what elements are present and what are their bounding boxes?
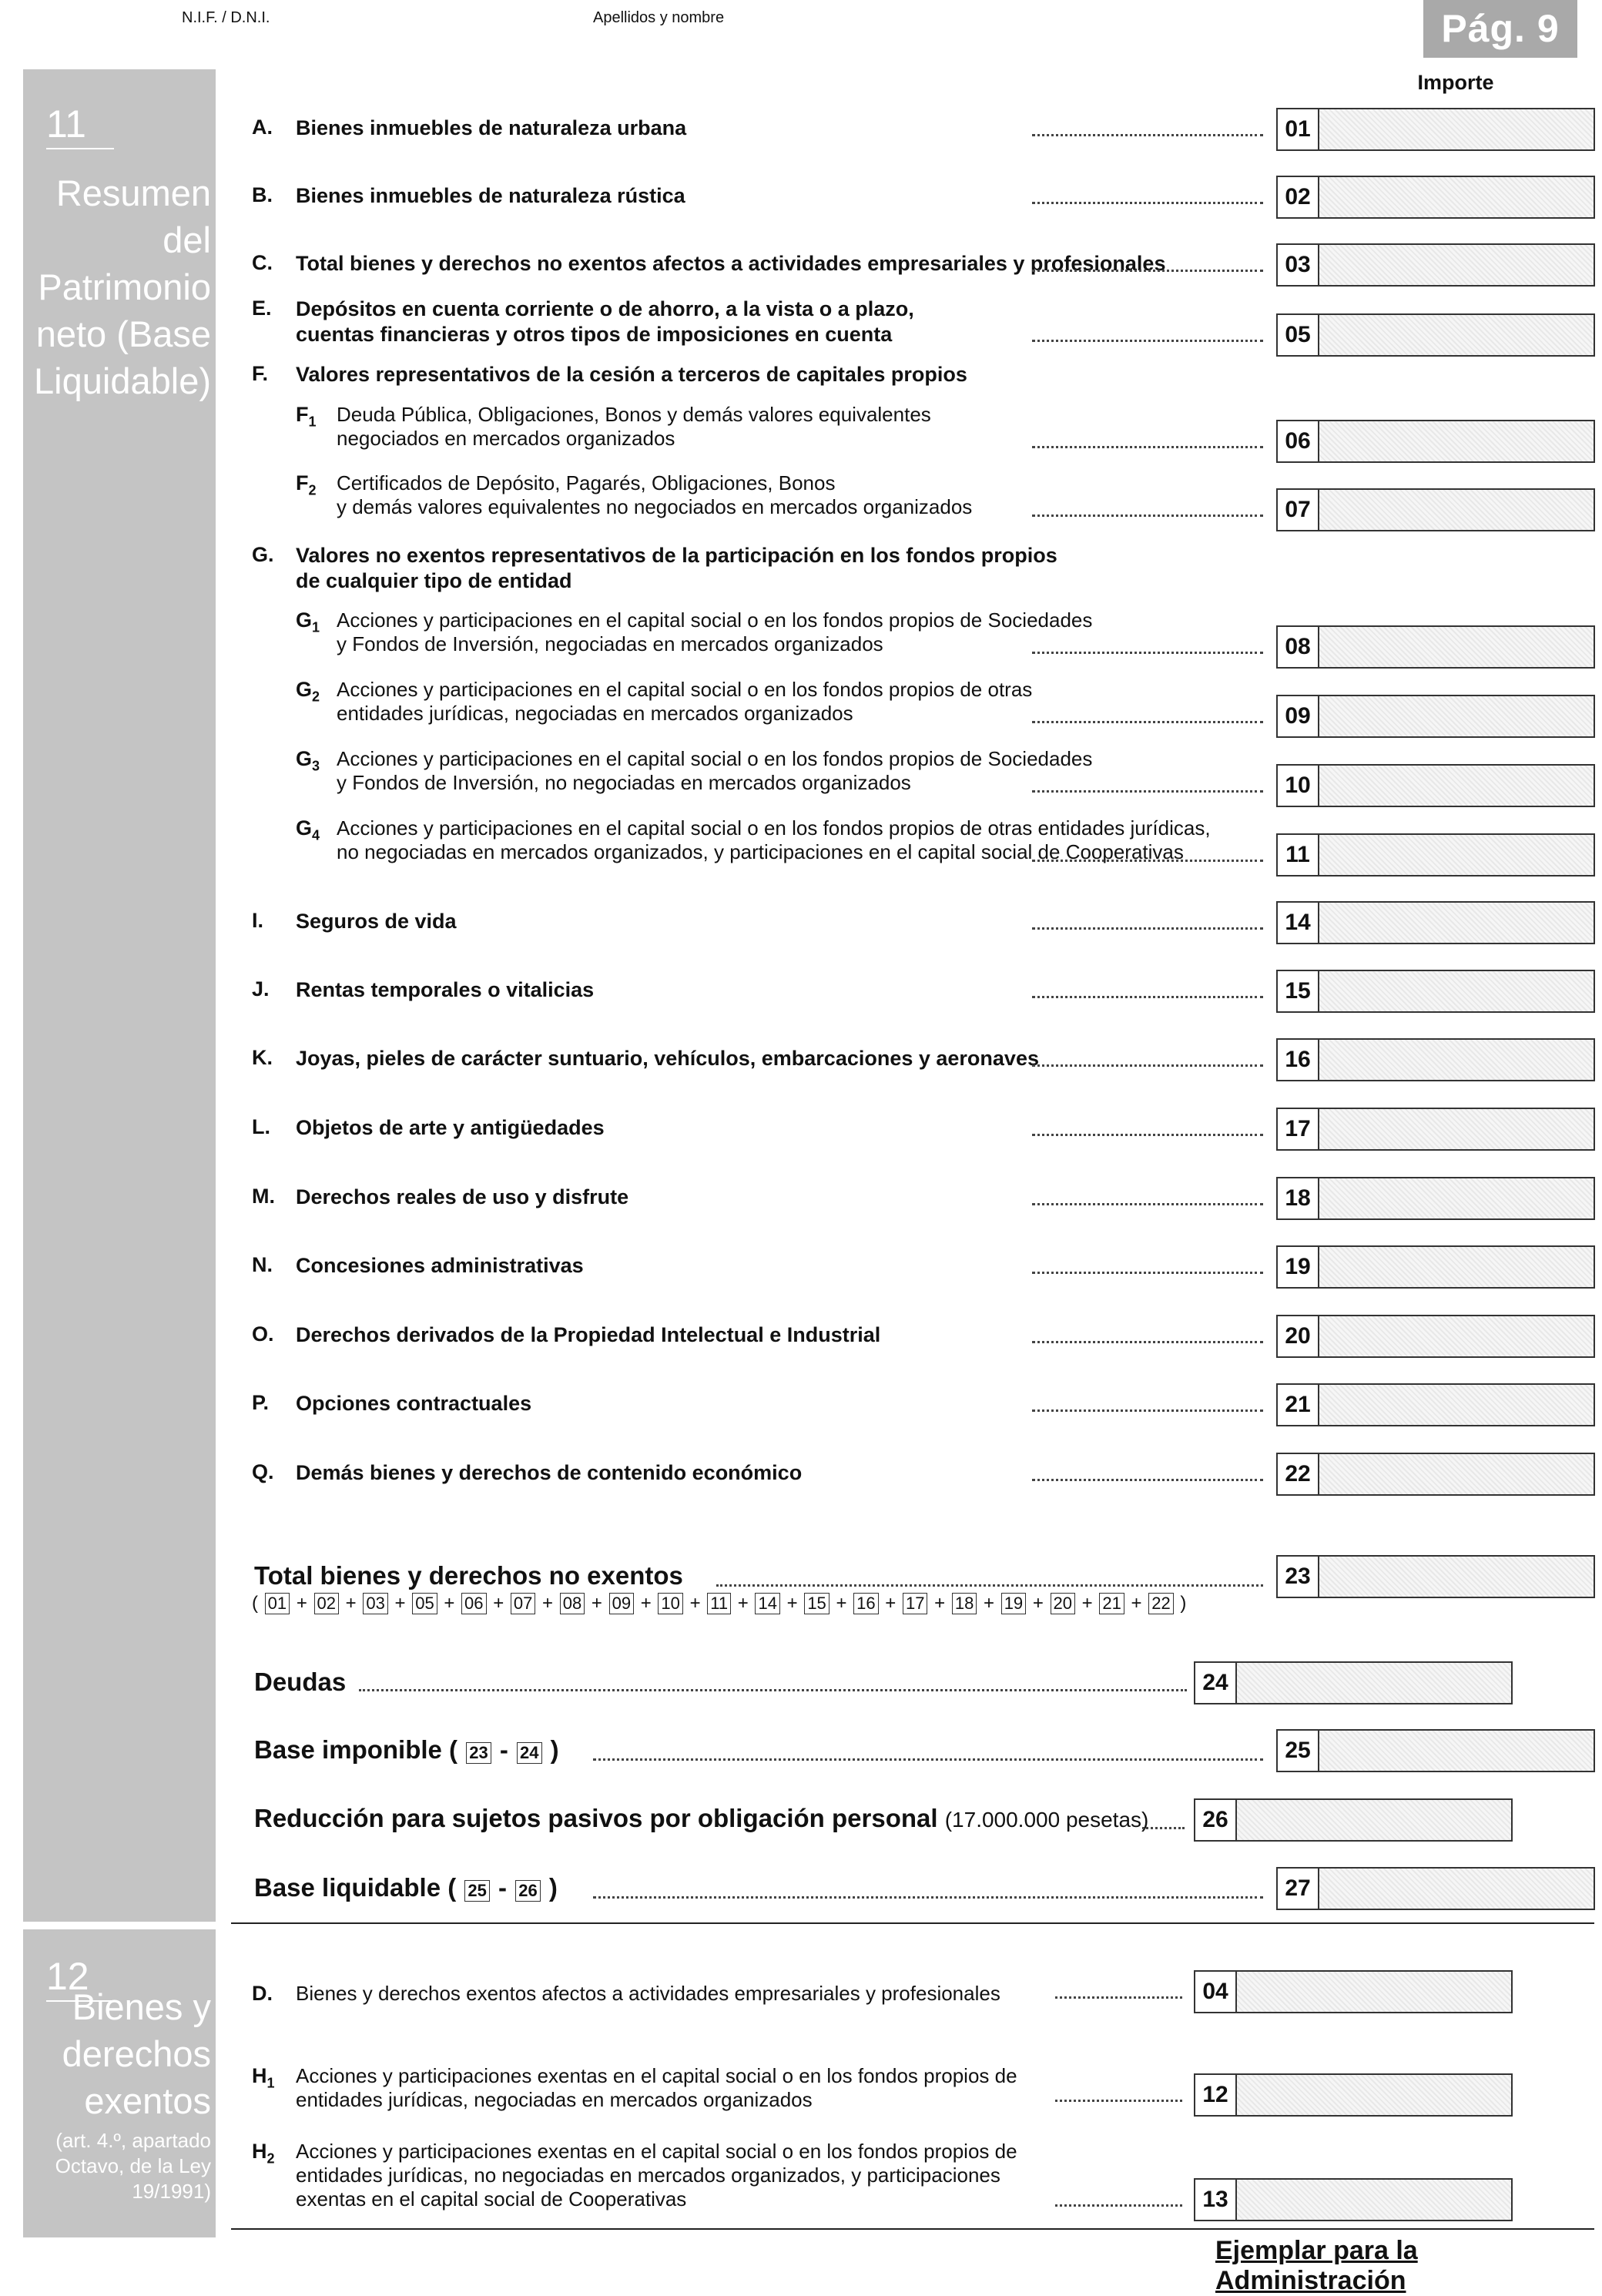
field-03[interactable] — [1276, 243, 1595, 287]
row-label: Bienes inmuebles de naturaleza rústica — [296, 184, 685, 207]
code-05: 05 — [1278, 315, 1319, 355]
leader-dots — [593, 1758, 1263, 1761]
field-20[interactable] — [1276, 1315, 1595, 1358]
footer-copy-label: Ejemplar para la Administración — [1215, 2236, 1418, 2295]
sub-letter: H — [252, 2140, 267, 2163]
formula-code: 05 — [412, 1593, 437, 1614]
leader-dots — [1032, 134, 1263, 136]
leader-dots — [1055, 2204, 1182, 2207]
total-label: Total bienes y derechos no exentos — [254, 1561, 683, 1590]
amount-input[interactable] — [1319, 109, 1594, 149]
row-sub-letter — [296, 816, 320, 843]
leader-dots — [1032, 996, 1263, 998]
code-01: 01 — [1278, 109, 1319, 149]
formula-code: 11 — [707, 1593, 731, 1614]
row-label: Acciones y participaciones en el capital social o en los fondos propios de Sociedades y Fondos de Inversión, no negociadas en mercados organizados — [337, 747, 1093, 794]
code-15: 15 — [1278, 971, 1319, 1011]
amount-input[interactable] — [1319, 490, 1594, 530]
section-12-title: Bienes y derechos exentos — [62, 1986, 211, 2121]
sub-index: 2 — [312, 689, 320, 705]
formula-code: 02 — [314, 1593, 339, 1614]
row-letter: K. — [252, 1046, 273, 1069]
op-25: 25 — [464, 1880, 489, 1902]
row-label: Depósitos en cuenta corriente o de ahorro, a la vista o a plazo, cuentas financieras y otros tipos de imposiciones en cuenta — [296, 297, 914, 346]
row-letter: L. — [252, 1115, 270, 1138]
leader-dots — [1032, 1064, 1263, 1067]
amount-input[interactable] — [1319, 1557, 1594, 1597]
code-27: 27 — [1278, 1869, 1319, 1909]
base-liquidable-label: Base liquidable — [254, 1873, 441, 1902]
amount-input[interactable] — [1319, 245, 1594, 285]
leader-dots — [1032, 860, 1263, 862]
deudas-label: Deudas — [254, 1668, 347, 1696]
row-label: Objetos de arte y antigüedades — [296, 1116, 605, 1139]
total-formula: ( 01 + 02 + 03 + 05 + 06 + 07 + 08 + 09 + 10 + 11 + 14 + 15 + 16 + 17 + 18 + 19 + 20 + 21 + 22 ) — [252, 1593, 1187, 1614]
row-label: Certificados de Depósito, Pagarés, Obligaciones, Bonos y demás valores equivalentes no negociados en mercados organizados — [337, 471, 973, 518]
field-13[interactable] — [1194, 2178, 1513, 2221]
amount-input[interactable] — [1319, 696, 1594, 736]
sub-index: 4 — [312, 827, 320, 843]
sub-index: 1 — [312, 619, 320, 635]
leader-dots — [1032, 1134, 1263, 1136]
row-label: Acciones y participaciones exentas en el capital social o en los fondos propios de entidades jurídicas, no negociadas en mercados organizados, y participaciones exentas en el capital social de Cooperativas — [296, 2140, 1017, 2211]
row-letter: J. — [252, 977, 270, 1001]
leader-dots — [1032, 515, 1263, 517]
code-09: 09 — [1278, 696, 1319, 736]
amount-input[interactable] — [1319, 1247, 1594, 1287]
amount-input[interactable] — [1319, 1040, 1594, 1080]
row-sub-letter — [296, 403, 317, 430]
field-11[interactable] — [1276, 833, 1595, 877]
formula-code: 20 — [1051, 1593, 1075, 1614]
amount-input[interactable] — [1237, 1800, 1511, 1840]
amount-input[interactable] — [1237, 2180, 1511, 2220]
amount-input[interactable] — [1319, 971, 1594, 1011]
code-06: 06 — [1278, 421, 1319, 461]
field-06[interactable] — [1276, 420, 1595, 463]
importe-header: Importe — [1417, 71, 1494, 94]
row-label: Acciones y participaciones exentas en el capital social o en los fondos propios de entidades jurídicas, negociadas en mercados organizados — [296, 2064, 1017, 2111]
leader-dots — [716, 1584, 1263, 1587]
leader-dots — [1032, 721, 1263, 723]
field-01[interactable] — [1276, 108, 1595, 151]
field-22[interactable] — [1276, 1453, 1595, 1496]
code-19: 19 — [1278, 1247, 1319, 1287]
page-number: Pág. 9 — [1423, 0, 1577, 58]
amount-input[interactable] — [1319, 315, 1594, 355]
row-label: Derechos reales de uso y disfrute — [296, 1185, 629, 1208]
row-sub-letter — [296, 678, 320, 705]
leader-dots — [1032, 1341, 1263, 1343]
amount-input[interactable] — [1237, 1972, 1511, 2012]
code-08: 08 — [1278, 627, 1319, 667]
leader-dots — [1032, 927, 1263, 930]
leader-dots — [1032, 1479, 1263, 1481]
code-14: 14 — [1278, 903, 1319, 943]
field-23[interactable] — [1276, 1555, 1595, 1598]
field-07[interactable] — [1276, 488, 1595, 531]
row-sub-letter — [252, 2064, 275, 2091]
formula-code: 22 — [1148, 1593, 1173, 1614]
formula-code: 08 — [560, 1593, 585, 1614]
reduccion-row — [254, 1804, 1148, 1833]
reduccion-label: Reducción para sujetos pasivos por obligación personal — [254, 1804, 938, 1832]
field-14[interactable] — [1276, 901, 1595, 944]
name-label: Apellidos y nombre — [593, 9, 725, 26]
code-10: 10 — [1278, 766, 1319, 806]
row-label: Acciones y participaciones en el capital social o en los fondos propios de Sociedades y Fondos de Inversión, negociadas en mercados organizados — [337, 608, 1093, 655]
op-24: 24 — [517, 1742, 541, 1764]
leader-dots — [1055, 1996, 1182, 1999]
formula-code: 09 — [609, 1593, 634, 1614]
formula-code: 15 — [804, 1593, 829, 1614]
amount-input[interactable] — [1237, 2075, 1511, 2115]
field-26[interactable] — [1194, 1798, 1513, 1842]
code-13: 13 — [1195, 2180, 1237, 2220]
row-sub-letter — [296, 471, 317, 498]
code-03: 03 — [1278, 245, 1319, 285]
section-11-title: Resumen del Patrimonio neto (Base Liquidable) — [34, 173, 211, 401]
op-26: 26 — [515, 1880, 540, 1902]
row-label: Rentas temporales o vitalicias — [296, 978, 595, 1001]
section-divider — [231, 1922, 1594, 1924]
code-20: 20 — [1278, 1316, 1319, 1356]
row-label: Seguros de vida — [296, 910, 457, 933]
leader-dots — [593, 1896, 1263, 1899]
field-19[interactable] — [1276, 1245, 1595, 1289]
field-15[interactable] — [1276, 970, 1595, 1013]
amount-input[interactable] — [1319, 1316, 1594, 1356]
field-05[interactable] — [1276, 313, 1595, 357]
amount-input[interactable] — [1319, 903, 1594, 943]
row-label: Demás bienes y derechos de contenido económico — [296, 1461, 803, 1484]
leader-dots — [1032, 270, 1263, 272]
amount-input[interactable] — [1319, 1731, 1594, 1771]
reduccion-note: (17.000.000 pesetas) — [944, 1808, 1149, 1832]
amount-input[interactable] — [1319, 1869, 1594, 1909]
leader-dots — [1032, 202, 1263, 204]
amount-input[interactable] — [1319, 1454, 1594, 1494]
section-11-number: 11 — [46, 100, 69, 148]
amount-input[interactable] — [1319, 1178, 1594, 1218]
nif-label: N.I.F. / D.N.I. — [182, 9, 270, 26]
row-label: Bienes inmuebles de naturaleza urbana — [296, 116, 687, 139]
formula-code: 16 — [853, 1593, 878, 1614]
row-label: Deuda Pública, Obligaciones, Bonos y demás valores equivalentes negociados en mercados organizados — [337, 403, 931, 450]
leader-dots — [1055, 2100, 1182, 2102]
field-16[interactable] — [1276, 1038, 1595, 1081]
formula-code: 07 — [511, 1593, 535, 1614]
code-24: 24 — [1195, 1663, 1237, 1703]
formula-code: 14 — [755, 1593, 779, 1614]
code-25: 25 — [1278, 1731, 1319, 1771]
code-22: 22 — [1278, 1454, 1319, 1494]
sub-index: 1 — [266, 2075, 275, 2091]
row-letter: M. — [252, 1185, 275, 1208]
code-04: 04 — [1195, 1972, 1237, 2012]
field-09[interactable] — [1276, 695, 1595, 738]
sub-index: 2 — [308, 482, 317, 498]
row-sub-letter — [296, 608, 320, 635]
row-label: Acciones y participaciones en el capital social o en los fondos propios de otras entidades jurídicas, no negociadas en mercados organizados, y participaciones en el capital social de Cooperativas — [337, 816, 1211, 863]
field-24[interactable] — [1194, 1661, 1513, 1704]
leader-dots — [1032, 652, 1263, 654]
field-04[interactable] — [1194, 1970, 1513, 2013]
section-12-number: 12 — [46, 1952, 69, 2000]
row-sub-letter — [252, 2140, 275, 2167]
row-letter: B. — [252, 183, 273, 206]
row-letter: Q. — [252, 1460, 274, 1483]
sub-index: 1 — [308, 414, 317, 430]
leader-dots — [1032, 1409, 1263, 1412]
leader-dots — [1032, 1272, 1263, 1274]
sub-index: 3 — [312, 758, 320, 774]
field-27[interactable] — [1276, 1867, 1595, 1910]
formula-code: 18 — [952, 1593, 977, 1614]
row-label: Bienes y derechos exentos afectos a actividades empresariales y profesionales — [296, 1982, 1000, 2005]
amount-input[interactable] — [1319, 627, 1594, 667]
section-12-sidebar — [23, 1929, 216, 2237]
amount-input[interactable] — [1319, 421, 1594, 461]
formula-code: 06 — [461, 1593, 486, 1614]
sub-letter: G — [296, 747, 313, 770]
row-sub-letter — [296, 747, 320, 774]
row-letter: A. — [252, 116, 273, 139]
amount-input[interactable] — [1319, 766, 1594, 806]
field-02[interactable] — [1276, 176, 1595, 219]
op-23: 23 — [466, 1742, 491, 1764]
code-16: 16 — [1278, 1040, 1319, 1080]
code-26: 26 — [1195, 1800, 1237, 1840]
field-21[interactable] — [1276, 1383, 1595, 1426]
field-12[interactable] — [1194, 2073, 1513, 2117]
code-17: 17 — [1278, 1109, 1319, 1149]
amount-input[interactable] — [1237, 1663, 1511, 1703]
formula-code: 21 — [1099, 1593, 1124, 1614]
formula-code: 03 — [363, 1593, 387, 1614]
section-12-note: (art. 4.º, apartado Octavo, de la Ley 19/1991) — [55, 2129, 211, 2203]
field-08[interactable] — [1276, 625, 1595, 669]
row-letter: N. — [252, 1253, 273, 1276]
row-letter: C. — [252, 251, 273, 274]
row-label: Acciones y participaciones en el capital social o en los fondos propios de otras entidades jurídicas, negociadas en mercados organizados — [337, 678, 1033, 725]
code-07: 07 — [1278, 490, 1319, 530]
row-label: Total bienes y derechos no exentos afectos a actividades empresariales y profesionales — [296, 252, 1166, 275]
row-label: Derechos derivados de la Propiedad Intelectual e Industrial — [296, 1323, 881, 1346]
leader-dots — [1032, 790, 1263, 793]
sub-letter: F — [296, 471, 309, 494]
row-label: Concesiones administrativas — [296, 1254, 584, 1277]
leader-dots — [1032, 446, 1263, 448]
formula-code: 19 — [1001, 1593, 1026, 1614]
row-letter: F. — [252, 362, 269, 385]
row-letter: D. — [252, 1982, 273, 2005]
code-11: 11 — [1278, 835, 1319, 875]
code-12: 12 — [1195, 2075, 1237, 2115]
row-label: Opciones contractuales — [296, 1392, 532, 1415]
row-letter: E. — [252, 297, 272, 320]
sub-letter: G — [296, 816, 313, 840]
leader-dots — [1142, 1827, 1185, 1829]
code-18: 18 — [1278, 1178, 1319, 1218]
field-17[interactable] — [1276, 1108, 1595, 1151]
leader-dots — [1032, 340, 1263, 342]
row-label: Valores representativos de la cesión a terceros de capitales propios — [296, 363, 967, 386]
field-25[interactable] — [1276, 1729, 1595, 1772]
formula-code: 17 — [903, 1593, 927, 1614]
field-18[interactable] — [1276, 1177, 1595, 1220]
sub-letter: G — [296, 678, 313, 701]
section-11-sidebar — [23, 69, 216, 1922]
sub-index: 2 — [266, 2150, 275, 2167]
formula-code: 01 — [265, 1593, 290, 1614]
code-02: 02 — [1278, 177, 1319, 217]
base-imponible-label: Base imponible — [254, 1735, 442, 1764]
field-10[interactable] — [1276, 764, 1595, 807]
amount-input[interactable] — [1319, 1109, 1594, 1149]
leader-dots — [359, 1689, 1187, 1691]
row-letter: I. — [252, 909, 264, 932]
sub-letter: F — [296, 403, 309, 426]
row-letter: P. — [252, 1391, 270, 1414]
row-letter: O. — [252, 1322, 274, 1346]
code-21: 21 — [1278, 1385, 1319, 1425]
base-imponible-row: Base imponible ( 23 - 24 ) — [254, 1735, 559, 1764]
row-label: Valores no exentos representativos de la participación en los fondos propios de cualquier tipo de entidad — [296, 544, 1057, 592]
row-label: Joyas, pieles de carácter suntuario, vehículos, embarcaciones y aeronaves — [296, 1047, 1039, 1070]
leader-dots — [1032, 1203, 1263, 1205]
formula-code: 10 — [658, 1593, 682, 1614]
sub-letter: G — [296, 608, 313, 632]
bottom-rule — [231, 2228, 1594, 2230]
amount-input[interactable] — [1319, 1385, 1594, 1425]
code-23: 23 — [1278, 1557, 1319, 1597]
row-letter: G. — [252, 543, 274, 566]
amount-input[interactable] — [1319, 835, 1594, 875]
base-liquidable-row: Base liquidable ( 25 - 26 ) — [254, 1873, 558, 1902]
amount-input[interactable] — [1319, 177, 1594, 217]
sub-letter: H — [252, 2064, 267, 2087]
